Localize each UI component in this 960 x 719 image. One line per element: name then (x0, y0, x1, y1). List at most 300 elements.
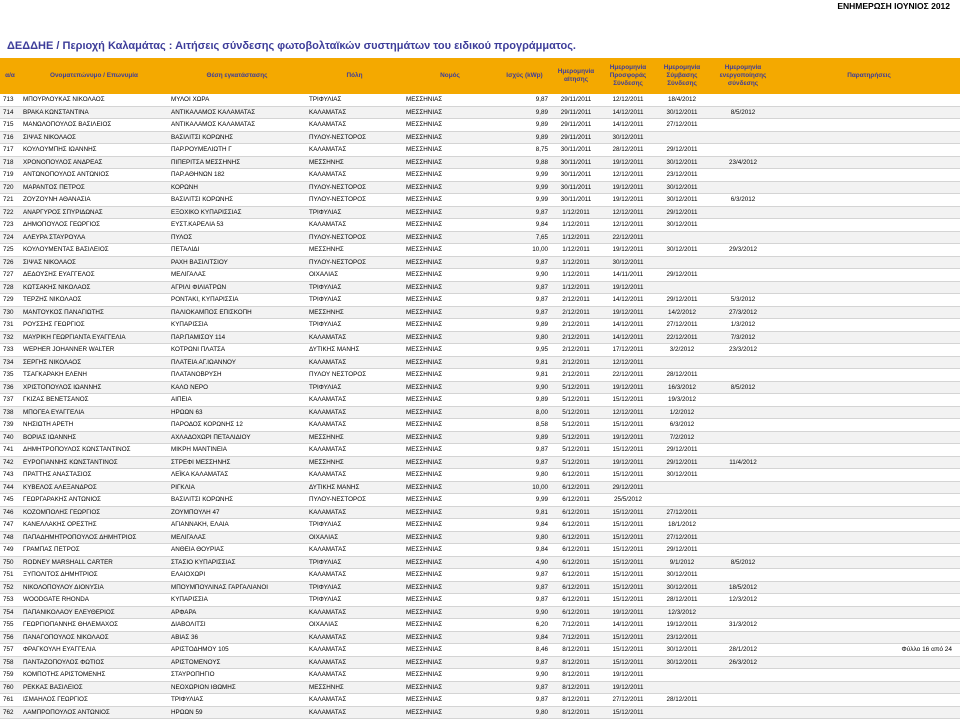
cell-contract-date: 27/12/2011 (656, 531, 708, 544)
cell-city: ΚΑΛΑΜΑΤΑΣ (306, 219, 403, 232)
cell-applicant-name: ΑΝΤΩΝΟΠΟΥΛΟΣ ΑΝΤΩΝΙΟΣ (20, 169, 168, 182)
cell-remarks (778, 331, 960, 344)
cell-power-kwp: 9,95 (497, 344, 552, 357)
cell-remarks (778, 119, 960, 132)
cell-remarks (778, 594, 960, 607)
cell-installation-location: ΔΙΑΒΟΛΙΤΣΙ (168, 619, 306, 632)
cell-city: ΚΑΛΑΜΑΤΑΣ (306, 569, 403, 582)
cell-activation-date (708, 569, 778, 582)
cell-contract-date (656, 681, 708, 694)
cell-installation-location: ΠΑΡ.ΡΟΥΜΕΛΙΩΤΗ Γ (168, 144, 306, 157)
cell-prefecture: ΜΕΣΣΗΝΙΑΣ (403, 431, 497, 444)
table-row (0, 294, 960, 307)
cell-activation-date: 26/3/2012 (708, 656, 778, 669)
table-row (0, 169, 960, 182)
cell-application-date: 1/12/2011 (552, 219, 600, 232)
table-row (0, 481, 960, 494)
cell-row-number: 751 (0, 569, 20, 582)
cell-application-date: 5/12/2011 (552, 456, 600, 469)
cell-applicant-name: ΔΗΜΟΠΟΥΛΟΣ ΓΕΩΡΓΙΟΣ (20, 219, 168, 232)
cell-city: ΚΑΛΑΜΑΤΑΣ (306, 544, 403, 557)
cell-power-kwp: 4,90 (497, 556, 552, 569)
cell-application-date: 29/11/2011 (552, 119, 600, 132)
cell-city: ΚΑΛΑΜΑΤΑΣ (306, 106, 403, 119)
cell-prefecture: ΜΕΣΣΗΝΙΑΣ (403, 356, 497, 369)
cell-activation-date (708, 669, 778, 682)
cell-applicant-name: ΚΑΝΕΛΛΑΚΗΣ ΟΡΕΣΤΗΣ (20, 519, 168, 532)
cell-row-number: 713 (0, 94, 20, 106)
cell-row-number: 755 (0, 619, 20, 632)
cell-row-number: 718 (0, 156, 20, 169)
cell-application-date: 1/12/2011 (552, 244, 600, 257)
cell-activation-date (708, 519, 778, 532)
cell-installation-location: ΚΟΤΡΩΝΙ ΠΛΑΤΣΑ (168, 344, 306, 357)
cell-installation-location: ΜΠΟΥΜΠΟΥΛΙΝΑΣ ΓΑΡΓΑΛΙΑΝΟΙ (168, 581, 306, 594)
cell-offer-date: 15/12/2011 (600, 644, 656, 657)
cell-installation-location: ΣΤΑΣΙΟ ΚΥΠΑΡΙΣΣΙΑΣ (168, 556, 306, 569)
cell-applicant-name: ΓΕΩΡΓΙΟΠΑΝΝΗΣ ΘΗΛΕΜΑΧΟΣ (20, 619, 168, 632)
cell-prefecture: ΜΕΣΣΗΝΙΑΣ (403, 256, 497, 269)
cell-offer-date: 14/12/2011 (600, 319, 656, 332)
cell-city: ΤΡΙΦΥΛΙΑΣ (306, 319, 403, 332)
cell-contract-date: 28/12/2011 (656, 594, 708, 607)
cell-offer-date: 15/12/2011 (600, 594, 656, 607)
cell-city: ΚΑΛΑΜΑΤΑΣ (306, 419, 403, 432)
cell-applicant-name: ΚΟΥΛΟΥΜΠΗΣ ΙΩΑΝΝΗΣ (20, 144, 168, 157)
table-row (0, 106, 960, 119)
cell-power-kwp: 10,00 (497, 244, 552, 257)
cell-row-number: 734 (0, 356, 20, 369)
cell-applicant-name: ΝΗΣΙΩΤΗ ΑΡΕΤΗ (20, 419, 168, 432)
cell-contract-date: 19/3/2012 (656, 394, 708, 407)
col-header-contract-date: Ημερομηνία Σύμβασης Σύνδεσης (656, 58, 708, 94)
cell-power-kwp: 9,81 (497, 369, 552, 382)
table-row (0, 144, 960, 157)
cell-activation-date (708, 181, 778, 194)
cell-applicant-name: ΚΩΤΣΑΚΗΣ ΝΙΚΟΛΑΟΣ (20, 281, 168, 294)
cell-row-number: 745 (0, 494, 20, 507)
cell-activation-date (708, 119, 778, 132)
cell-remarks (778, 381, 960, 394)
cell-city: ΚΑΛΑΜΑΤΑΣ (306, 406, 403, 419)
cell-city: ΠΥΛΟΥ-ΝΕΣΤΟΡΟΣ (306, 494, 403, 507)
table-row (0, 306, 960, 319)
cell-activation-date: 8/5/2012 (708, 381, 778, 394)
cell-contract-date: 28/12/2011 (656, 694, 708, 707)
cell-offer-date: 19/12/2011 (600, 606, 656, 619)
cell-contract-date: 29/12/2011 (656, 294, 708, 307)
cell-installation-location: ΠΛΑΤΕΙΑ ΑΓ.ΙΩΑΝΝΟΥ (168, 356, 306, 369)
cell-offer-date: 15/12/2011 (600, 706, 656, 719)
cell-activation-date (708, 219, 778, 232)
cell-activation-date (708, 169, 778, 182)
table-row (0, 556, 960, 569)
cell-application-date: 1/12/2011 (552, 231, 600, 244)
cell-contract-date: 29/12/2011 (656, 206, 708, 219)
cell-installation-location: ΡΑΧΗ ΒΑΣΙΛΙΤΣΙΟΥ (168, 256, 306, 269)
cell-activation-date (708, 94, 778, 106)
cell-city: ΤΡΙΦΥΛΙΑΣ (306, 594, 403, 607)
cell-contract-date (656, 256, 708, 269)
table-row (0, 544, 960, 557)
cell-power-kwp: 9,89 (497, 106, 552, 119)
cell-prefecture: ΜΕΣΣΗΝΙΑΣ (403, 319, 497, 332)
cell-row-number: 737 (0, 394, 20, 407)
cell-installation-location: ΝΕΟΧΩΡΙΟΝ ΙΘΩΜΗΣ (168, 681, 306, 694)
cell-contract-date: 29/12/2011 (656, 144, 708, 157)
cell-remarks (778, 469, 960, 482)
cell-activation-date: 29/3/2012 (708, 244, 778, 257)
cell-activation-date: 6/3/2012 (708, 194, 778, 207)
cell-application-date: 2/12/2011 (552, 344, 600, 357)
cell-contract-date: 6/3/2012 (656, 419, 708, 432)
cell-contract-date: 30/12/2011 (656, 156, 708, 169)
cell-contract-date: 27/12/2011 (656, 119, 708, 132)
cell-power-kwp: 9,90 (497, 381, 552, 394)
cell-power-kwp: 9,87 (497, 681, 552, 694)
table-header-row (0, 58, 960, 94)
cell-installation-location: ΠΑΡ.ΠΑΜΙΣΟΥ 114 (168, 331, 306, 344)
col-header-prefecture: Νομός (403, 58, 497, 94)
cell-applicant-name: ΧΡΙΣΤΟΠΟΥΛΟΣ ΙΩΑΝΝΗΣ (20, 381, 168, 394)
cell-application-date: 6/12/2011 (552, 469, 600, 482)
cell-power-kwp: 9,80 (497, 531, 552, 544)
cell-activation-date (708, 681, 778, 694)
table-row (0, 231, 960, 244)
cell-application-date: 1/12/2011 (552, 269, 600, 282)
cell-remarks (778, 481, 960, 494)
cell-city: ΔΥΤΙΚΗΣ ΜΑΝΗΣ (306, 481, 403, 494)
cell-prefecture: ΜΕΣΣΗΝΙΑΣ (403, 681, 497, 694)
cell-city: ΠΥΛΟΥ-ΝΕΣΤΟΡΟΣ (306, 256, 403, 269)
cell-prefecture: ΜΕΣΣΗΝΙΑΣ (403, 331, 497, 344)
cell-offer-date: 12/12/2011 (600, 206, 656, 219)
cell-offer-date: 15/12/2011 (600, 656, 656, 669)
cell-applicant-name: ΜΠΟΓΕΑ ΕΥΑΓΓΕΛΙΑ (20, 406, 168, 419)
cell-row-number: 738 (0, 406, 20, 419)
cell-applicant-name: ΤΕΡΖΗΣ ΝΙΚΟΛΑΟΣ (20, 294, 168, 307)
table-row (0, 119, 960, 132)
cell-applicant-name: ΤΣΑΓΚΑΡΑΚΗ ΕΛΕΝΗ (20, 369, 168, 382)
cell-remarks (778, 669, 960, 682)
cell-activation-date: 8/5/2012 (708, 556, 778, 569)
cell-application-date: 5/12/2011 (552, 419, 600, 432)
cell-offer-date: 19/12/2011 (600, 156, 656, 169)
cell-offer-date: 15/12/2011 (600, 469, 656, 482)
cell-installation-location: ΚΥΠΑΡΙΣΣΙΑ (168, 594, 306, 607)
cell-city: ΠΥΛΟΥ-ΝΕΣΤΟΡΟΣ (306, 131, 403, 144)
cell-prefecture: ΜΕΣΣΗΝΙΑΣ (403, 381, 497, 394)
cell-row-number: 739 (0, 419, 20, 432)
table-row (0, 319, 960, 332)
cell-remarks (778, 706, 960, 719)
cell-applicant-name: ΛΑΜΠΡΟΠΟΥΛΟΣ ΑΝΤΩΝΙΟΣ (20, 706, 168, 719)
cell-power-kwp: 9,87 (497, 294, 552, 307)
cell-application-date: 6/12/2011 (552, 594, 600, 607)
cell-remarks (778, 444, 960, 457)
cell-contract-date: 30/12/2011 (656, 581, 708, 594)
cell-remarks (778, 369, 960, 382)
cell-offer-date: 19/12/2011 (600, 456, 656, 469)
cell-activation-date (708, 281, 778, 294)
cell-remarks (778, 506, 960, 519)
cell-applicant-name: ΣΙΨΑΣ ΝΙΚΟΛΑΟΣ (20, 256, 168, 269)
cell-activation-date: 18/5/2012 (708, 581, 778, 594)
cell-city: ΚΑΛΑΜΑΤΑΣ (306, 169, 403, 182)
cell-applicant-name: ΣΙΨΑΣ ΝΙΚΟΛΑΟΣ (20, 131, 168, 144)
cell-offer-date: 15/12/2011 (600, 506, 656, 519)
cell-power-kwp: 9,88 (497, 156, 552, 169)
cell-activation-date (708, 631, 778, 644)
cell-city: ΜΕΣΣΗΝΗΣ (306, 244, 403, 257)
table-row (0, 269, 960, 282)
col-header-location: Θέση εγκατάστασης (168, 58, 306, 94)
cell-application-date: 2/12/2011 (552, 369, 600, 382)
cell-power-kwp: 9,87 (497, 694, 552, 707)
cell-contract-date: 30/12/2011 (656, 469, 708, 482)
cell-remarks (778, 269, 960, 282)
cell-activation-date: 31/3/2012 (708, 619, 778, 632)
table-row (0, 631, 960, 644)
cell-remarks (778, 219, 960, 232)
cell-applicant-name: ΡΟΥΣΣΗΣ ΓΕΩΡΓΙΟΣ (20, 319, 168, 332)
cell-remarks (778, 319, 960, 332)
cell-city: ΚΑΛΑΜΑΤΑΣ (306, 631, 403, 644)
cell-offer-date: 22/12/2011 (600, 231, 656, 244)
table-row (0, 219, 960, 232)
cell-applicant-name: ΔΗΜΗΤΡΟΠΟΥΛΟΣ ΚΩΝΣΤΑΝΤΙΝΟΣ (20, 444, 168, 457)
cell-activation-date (708, 269, 778, 282)
cell-installation-location: ΚΟΡΩΝΗ (168, 181, 306, 194)
cell-row-number: 731 (0, 319, 20, 332)
cell-offer-date: 14/12/2011 (600, 294, 656, 307)
cell-power-kwp: 9,99 (497, 194, 552, 207)
cell-application-date: 2/12/2011 (552, 356, 600, 369)
cell-remarks (778, 406, 960, 419)
cell-prefecture: ΜΕΣΣΗΝΙΑΣ (403, 419, 497, 432)
cell-applicant-name: ΜΑΝΤΟΥΚΟΣ ΠΑΝΑΓΙΩΤΗΣ (20, 306, 168, 319)
table-row (0, 494, 960, 507)
cell-application-date: 5/12/2011 (552, 406, 600, 419)
cell-offer-date: 17/12/2011 (600, 344, 656, 357)
cell-application-date: 7/12/2011 (552, 619, 600, 632)
cell-activation-date (708, 406, 778, 419)
cell-row-number: 720 (0, 181, 20, 194)
table-row (0, 356, 960, 369)
cell-activation-date (708, 606, 778, 619)
cell-remarks (778, 606, 960, 619)
cell-power-kwp: 9,87 (497, 569, 552, 582)
cell-power-kwp: 7,65 (497, 231, 552, 244)
cell-prefecture: ΜΕΣΣΗΝΙΑΣ (403, 94, 497, 106)
cell-prefecture: ΜΕΣΣΗΝΙΑΣ (403, 144, 497, 157)
cell-offer-date: 19/12/2011 (600, 194, 656, 207)
cell-prefecture: ΜΕΣΣΗΝΙΑΣ (403, 656, 497, 669)
cell-prefecture: ΜΕΣΣΗΝΙΑΣ (403, 469, 497, 482)
cell-contract-date: 3/2/2012 (656, 344, 708, 357)
cell-applicant-name: ΓΡΑΜΠΑΣ ΠΕΤΡΟΣ (20, 544, 168, 557)
cell-contract-date: 30/12/2011 (656, 644, 708, 657)
cell-power-kwp: 10,00 (497, 481, 552, 494)
cell-applicant-name: ΕΥΡΟΓΙΑΝΝΗΣ ΚΩΝΣΤΑΝΤΙΝΟΣ (20, 456, 168, 469)
cell-row-number: 748 (0, 531, 20, 544)
cell-contract-date: 30/12/2011 (656, 219, 708, 232)
cell-application-date: 6/12/2011 (552, 544, 600, 557)
cell-activation-date (708, 544, 778, 557)
cell-application-date: 1/12/2011 (552, 206, 600, 219)
cell-prefecture: ΜΕΣΣΗΝΙΑΣ (403, 531, 497, 544)
cell-application-date: 2/12/2011 (552, 306, 600, 319)
cell-row-number: 723 (0, 219, 20, 232)
cell-prefecture: ΜΕΣΣΗΝΙΑΣ (403, 181, 497, 194)
cell-installation-location: ΑΡΦΑΡΑ (168, 606, 306, 619)
cell-row-number: 729 (0, 294, 20, 307)
cell-prefecture: ΜΕΣΣΗΝΙΑΣ (403, 669, 497, 682)
cell-applicant-name: ΠΡΑΤΤΗΣ ΑΝΑΣΤΑΣΙΟΣ (20, 469, 168, 482)
cell-city: ΠΥΛΟΥ-ΝΕΣΤΟΡΟΣ (306, 194, 403, 207)
table-row (0, 681, 960, 694)
cell-city: ΟΙΧΑΛΙΑΣ (306, 269, 403, 282)
cell-offer-date: 29/12/2011 (600, 481, 656, 494)
cell-prefecture: ΜΕΣΣΗΝΙΑΣ (403, 706, 497, 719)
cell-remarks (778, 494, 960, 507)
cell-application-date: 5/12/2011 (552, 381, 600, 394)
cell-power-kwp: 9,89 (497, 131, 552, 144)
cell-contract-date: 7/2/2012 (656, 431, 708, 444)
table-row (0, 694, 960, 707)
cell-row-number: 749 (0, 544, 20, 557)
cell-row-number: 743 (0, 469, 20, 482)
cell-prefecture: ΜΕΣΣΗΝΙΑΣ (403, 644, 497, 657)
cell-city: ΟΙΧΑΛΙΑΣ (306, 531, 403, 544)
cell-installation-location: ΒΑΣΙΛΙΤΣΙ ΚΟΡΩΝΗΣ (168, 494, 306, 507)
cell-power-kwp: 9,90 (497, 669, 552, 682)
cell-activation-date (708, 431, 778, 444)
cell-offer-date: 15/12/2011 (600, 631, 656, 644)
cell-row-number: 740 (0, 431, 20, 444)
cell-row-number: 754 (0, 606, 20, 619)
cell-offer-date: 12/12/2011 (600, 169, 656, 182)
cell-installation-location: ΠΥΛΟΣ (168, 231, 306, 244)
cell-offer-date: 15/12/2011 (600, 444, 656, 457)
cell-city: ΠΥΛΟΥ-ΝΕΣΤΟΡΟΣ (306, 231, 403, 244)
cell-installation-location: ΠΛΑΤΑΝΟΒΡΥΣΗ (168, 369, 306, 382)
cell-application-date: 6/12/2011 (552, 569, 600, 582)
cell-row-number: 727 (0, 269, 20, 282)
cell-installation-location: ΒΑΣΙΛΙΤΣΙ ΚΟΡΩΝΗΣ (168, 131, 306, 144)
table-row (0, 706, 960, 719)
cell-offer-date: 14/11/2011 (600, 269, 656, 282)
cell-contract-date (656, 131, 708, 144)
cell-contract-date (656, 481, 708, 494)
cell-city: ΠΥΛΟΥ ΝΕΣΤΟΡΟΣ (306, 369, 403, 382)
cell-city: ΚΑΛΑΜΑΤΑΣ (306, 356, 403, 369)
cell-city: ΚΑΛΑΜΑΤΑΣ (306, 394, 403, 407)
cell-remarks (778, 294, 960, 307)
cell-installation-location: ΜΕΛΙΓΑΛΑΣ (168, 531, 306, 544)
cell-prefecture: ΜΕΣΣΗΝΙΑΣ (403, 631, 497, 644)
cell-application-date: 6/12/2011 (552, 606, 600, 619)
col-header-application-date: Ημερομηνία αίτησης (552, 58, 600, 94)
cell-application-date: 2/12/2011 (552, 294, 600, 307)
cell-power-kwp: 9,99 (497, 169, 552, 182)
cell-contract-date: 29/12/2011 (656, 269, 708, 282)
cell-application-date: 7/12/2011 (552, 631, 600, 644)
cell-prefecture: ΜΕΣΣΗΝΙΑΣ (403, 519, 497, 532)
cell-remarks (778, 619, 960, 632)
cell-prefecture: ΜΕΣΣΗΝΙΑΣ (403, 594, 497, 607)
cell-remarks (778, 106, 960, 119)
cell-row-number: 757 (0, 644, 20, 657)
table-row (0, 469, 960, 482)
cell-remarks (778, 306, 960, 319)
cell-prefecture: ΜΕΣΣΗΝΙΑΣ (403, 294, 497, 307)
cell-power-kwp: 9,84 (497, 519, 552, 532)
cell-power-kwp: 9,87 (497, 581, 552, 594)
cell-applicant-name: WOODGATE RHONDA (20, 594, 168, 607)
cell-city: ΚΑΛΑΜΑΤΑΣ (306, 606, 403, 619)
cell-applicant-name: ΠΑΠΑΔΗΜΗΤΡΟΠΟΥΛΟΣ ΔΗΜΗΤΡΙΟΣ (20, 531, 168, 544)
cell-power-kwp: 8,00 (497, 406, 552, 419)
cell-contract-date: 1/2/2012 (656, 406, 708, 419)
cell-installation-location: ΠΕΤΑΛΙΔΙ (168, 244, 306, 257)
cell-contract-date: 30/12/2011 (656, 656, 708, 669)
cell-applicant-name: ΖΟΥΖΟΥΝΗ ΑΘΑΝΑΣΙΑ (20, 194, 168, 207)
cell-installation-location: ΜΕΛΙΓΑΛΑΣ (168, 269, 306, 282)
cell-application-date: 29/11/2011 (552, 106, 600, 119)
table-row (0, 606, 960, 619)
cell-installation-location: ΑΓΙΑΝΝΑΚΗ, ΕΛΑΙΑ (168, 519, 306, 532)
cell-activation-date (708, 481, 778, 494)
cell-installation-location: ΑΓΡΙΛΙ ΦΙΛΙΑΤΡΩΝ (168, 281, 306, 294)
cell-applicant-name: ΧΡΟΝΟΠΟΥΛΟΣ ΑΝΔΡΕΑΣ (20, 156, 168, 169)
cell-contract-date: 12/3/2012 (656, 606, 708, 619)
cell-prefecture: ΜΕΣΣΗΝΙΑΣ (403, 344, 497, 357)
table-row (0, 156, 960, 169)
cell-installation-location: ΡΙΓΚΛΙΑ (168, 481, 306, 494)
cell-contract-date: 18/4/2012 (656, 94, 708, 106)
cell-contract-date (656, 494, 708, 507)
cell-city: ΚΑΛΑΜΑΤΑΣ (306, 144, 403, 157)
cell-applicant-name: ΦΡΑΓΚΟΥΛΗ ΕΥΑΓΓΕΛΙΑ (20, 644, 168, 657)
cell-activation-date (708, 356, 778, 369)
table-row (0, 94, 960, 106)
cell-row-number: 715 (0, 119, 20, 132)
cell-offer-date: 19/12/2011 (600, 381, 656, 394)
cell-offer-date: 15/12/2011 (600, 394, 656, 407)
cell-row-number: 744 (0, 481, 20, 494)
cell-offer-date: 28/12/2011 (600, 144, 656, 157)
cell-application-date: 5/12/2011 (552, 444, 600, 457)
table-row (0, 594, 960, 607)
cell-remarks (778, 131, 960, 144)
cell-installation-location: ΕΥΣΤ.ΚΑΡΕΛΙΑ 53 (168, 219, 306, 232)
cell-activation-date: 7/3/2012 (708, 331, 778, 344)
cell-remarks (778, 531, 960, 544)
cell-city: ΚΑΛΑΜΑΤΑΣ (306, 706, 403, 719)
cell-remarks (778, 519, 960, 532)
cell-activation-date: 8/5/2012 (708, 106, 778, 119)
cell-application-date: 30/11/2011 (552, 144, 600, 157)
cell-activation-date (708, 694, 778, 707)
cell-prefecture: ΜΕΣΣΗΝΙΑΣ (403, 569, 497, 582)
cell-row-number: 725 (0, 244, 20, 257)
cell-remarks (778, 631, 960, 644)
cell-city: ΜΕΣΣΗΝΗΣ (306, 306, 403, 319)
cell-row-number: 719 (0, 169, 20, 182)
cell-city: ΔΥΤΙΚΗΣ ΜΑΝΗΣ (306, 344, 403, 357)
cell-activation-date (708, 419, 778, 432)
